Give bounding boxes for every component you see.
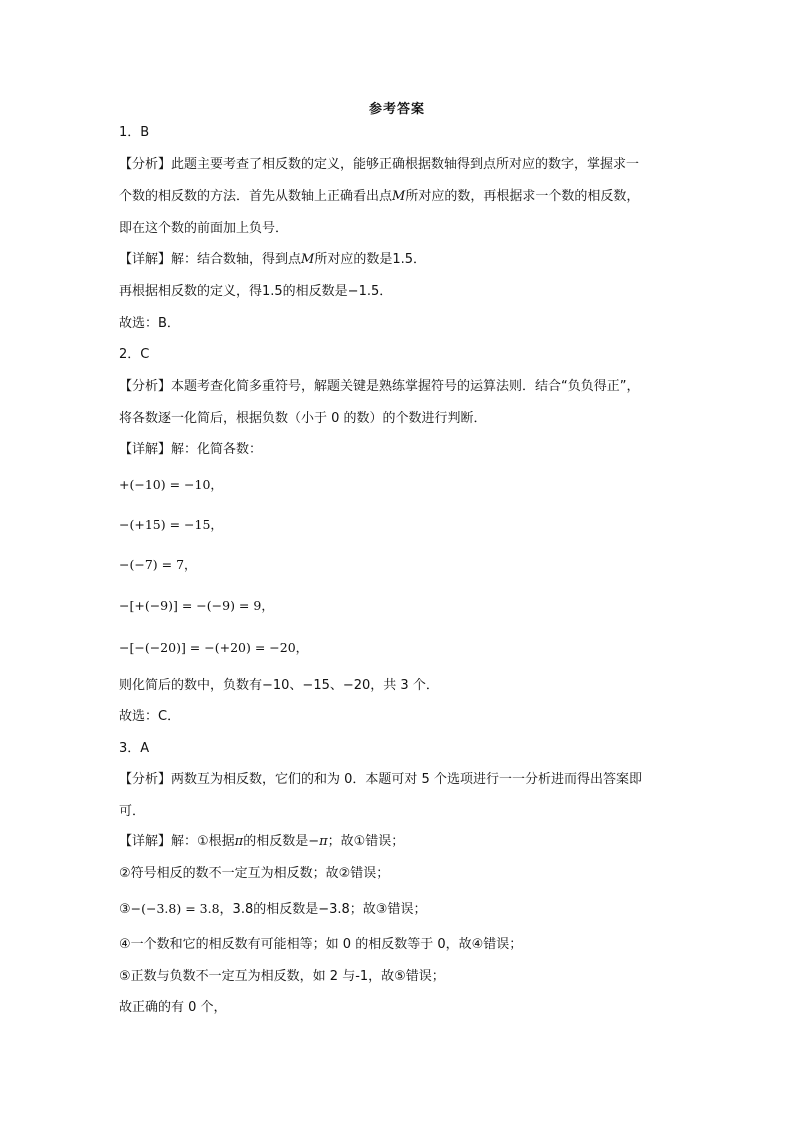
q2-conclusion: 则化简后的数中，负数有−10、−15、−20，共 3 个． xyxy=(119,678,439,693)
q1-analysis-line-2a: 个数的相反数的方法．首先从数轴上正确看出点 xyxy=(119,189,393,204)
q3-detail-line-1a: 【详解】解：①根据 xyxy=(119,834,235,849)
q1-analysis-line-1: 【分析】此题主要考查了相反数的定义，能够正确根据数轴得到点所对应的数字，掌握求一 xyxy=(119,157,640,172)
q3-item-2: ②符号相反的数不一定互为相反数；故②错误； xyxy=(119,866,390,881)
pi-symbol: π xyxy=(234,834,244,849)
q3-answer: 3．A xyxy=(119,741,150,756)
q2-equation-1: +(−10) = −10， xyxy=(119,477,223,492)
q2-analysis-line-1: 【分析】本题考查化简多重符号，解题关键是熟练掌握符号的运算法则．结合“负负得正”， xyxy=(119,379,640,394)
q1-detail-line-2: 再根据相反数的定义，得1.5的相反数是−1.5． xyxy=(119,284,393,299)
q1-analysis-line-2b: 所对应的数，再根据求一个数的相反数， xyxy=(405,189,640,204)
q2-equation-3: −(−7) = 7， xyxy=(119,557,197,572)
q3-final: 故正确的有 0 个， xyxy=(119,1000,227,1015)
q3-analysis-line-1: 【分析】两数互为相反数，它们的和为 0．本题可对 5 个选项进行一一分析进而得出答案即 xyxy=(119,772,642,787)
q3-detail-line-1b: 的相反数是 xyxy=(243,834,309,849)
q2-equation-4: −[+(−9)] = −(−9) = 9， xyxy=(119,598,274,613)
q2-equation-5: −[−(−20)] = −(+20) = −20， xyxy=(119,640,309,655)
q2-choose: 故选：C． xyxy=(119,709,181,724)
point-m-symbol: M xyxy=(301,252,315,267)
q3-item-4: ④一个数和它的相反数有可能相等；如 0 的相反数等于 0，故④错误； xyxy=(119,937,523,952)
q2-answer: 2．C xyxy=(119,347,150,362)
q1-detail-line-1b: 所对应的数是1.5． xyxy=(314,252,427,267)
q3-item-3 xyxy=(119,900,426,919)
point-m-symbol: M xyxy=(392,189,406,204)
q1-detail-line-1a: 【详解】解：结合数轴，得到点 xyxy=(119,252,302,267)
negative-pi-symbol: −π xyxy=(308,834,328,849)
q1-detail-line-1 xyxy=(119,251,426,269)
q3-item-5: ⑤正数与负数不一定互为相反数，如 2 与-1，故⑤错误； xyxy=(119,969,445,984)
page-title: 参考答案 xyxy=(368,102,425,117)
q2-analysis-line-2: 将各数逐一化简后，根据负数（小于 0 的数）的个数进行判断． xyxy=(119,411,487,426)
q2-equation-2: −(+15) = −15， xyxy=(119,517,223,532)
q1-analysis-line-2 xyxy=(119,188,639,206)
q3-detail-line-1 xyxy=(119,833,404,851)
q1-choose: 故选：B． xyxy=(119,316,180,331)
q3-item-3-equation: −(−3.8) = 3.8 xyxy=(130,901,220,916)
q2-detail-line-1: 【详解】解：化简各数： xyxy=(119,442,263,457)
q3-item-3-marker: ③ xyxy=(119,902,131,917)
q1-analysis-line-3: 即在这个数的前面加上负号． xyxy=(119,221,289,236)
q1-answer: 1．B xyxy=(119,125,150,140)
q3-item-3-rest: ，3.8的相反数是−3.8；故③错误； xyxy=(219,902,427,917)
q3-detail-line-1c: ；故①错误； xyxy=(327,834,405,849)
q3-analysis-line-2: 可． xyxy=(119,804,146,819)
